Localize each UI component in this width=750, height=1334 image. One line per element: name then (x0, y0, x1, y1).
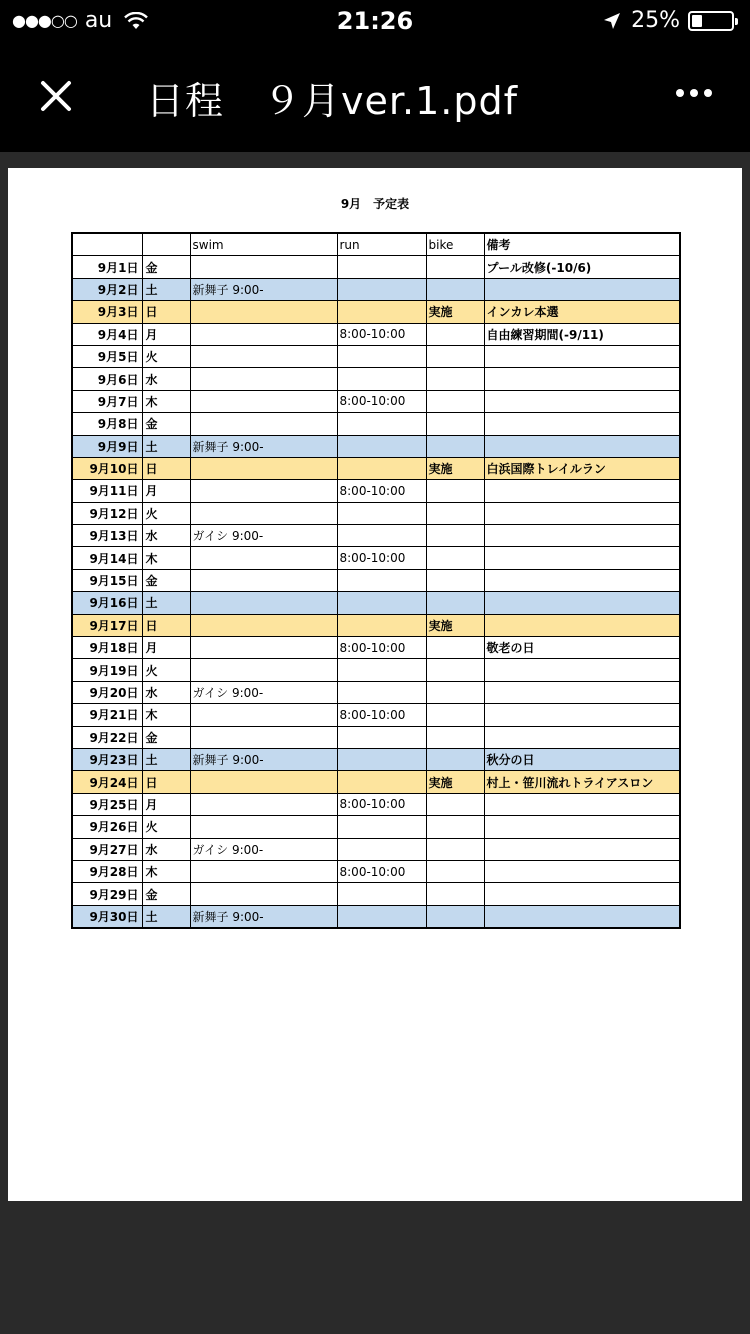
run-cell (337, 816, 426, 838)
run-cell (337, 368, 426, 390)
notes-cell (484, 726, 680, 748)
date-cell: 9月5日 (72, 345, 142, 367)
notes-cell (484, 390, 680, 412)
weekday-cell: 木 (142, 860, 190, 882)
date-cell: 9月29日 (72, 883, 142, 905)
date-cell: 9月22日 (72, 726, 142, 748)
table-row (72, 637, 680, 659)
run-cell: 8:00-10:00 (337, 547, 426, 569)
run-cell (337, 525, 426, 547)
date-cell: 9月13日 (72, 525, 142, 547)
weekday-cell: 火 (142, 502, 190, 524)
date-cell: 9月8日 (72, 413, 142, 435)
weekday-cell: 木 (142, 390, 190, 412)
swim-cell (190, 860, 337, 882)
swim-cell (190, 771, 337, 793)
header-cell-swim: swim (190, 233, 337, 256)
run-cell: 8:00-10:00 (337, 637, 426, 659)
run-cell (337, 883, 426, 905)
header-cell-bike: bike (426, 233, 484, 256)
run-cell (337, 614, 426, 636)
weekday-cell: 日 (142, 457, 190, 479)
schedule-title: 9月 予定表 (340, 197, 410, 211)
table-row (72, 771, 680, 793)
battery-icon (688, 11, 734, 31)
signal-strength-icon: ●●●○○ (12, 11, 77, 30)
table-row (72, 278, 680, 300)
more-dot-icon (690, 89, 698, 97)
swim-cell (190, 883, 337, 905)
weekday-cell: 月 (142, 323, 190, 345)
swim-cell: ガイシ 9:00- (190, 838, 337, 860)
notes-cell: 自由練習期間(-9/11) (484, 323, 680, 345)
notes-cell: 敬老の日 (484, 637, 680, 659)
bike-cell (426, 368, 484, 390)
bike-cell (426, 726, 484, 748)
table-row (72, 614, 680, 636)
date-cell: 9月17日 (72, 614, 142, 636)
notes-cell (484, 816, 680, 838)
date-cell: 9月30日 (72, 905, 142, 928)
weekday-cell: 土 (142, 435, 190, 457)
swim-cell (190, 614, 337, 636)
run-cell (337, 278, 426, 300)
weekday-cell: 金 (142, 256, 190, 278)
weekday-cell: 金 (142, 569, 190, 591)
notes-cell (484, 681, 680, 703)
swim-cell (190, 816, 337, 838)
bike-cell (426, 838, 484, 860)
run-cell (337, 726, 426, 748)
table-row (72, 704, 680, 726)
date-cell: 9月7日 (72, 390, 142, 412)
date-cell: 9月27日 (72, 838, 142, 860)
bike-cell (426, 569, 484, 591)
table-row (72, 860, 680, 882)
schedule-table (71, 232, 681, 929)
bike-cell: 実施 (426, 771, 484, 793)
run-cell (337, 659, 426, 681)
bike-cell (426, 345, 484, 367)
bike-cell (426, 681, 484, 703)
date-cell: 9月26日 (72, 816, 142, 838)
header-cell (72, 233, 142, 256)
swim-cell: 新舞子 9:00- (190, 905, 337, 928)
table-row (72, 681, 680, 703)
date-cell: 9月24日 (72, 771, 142, 793)
status-time: 21:26 (336, 7, 414, 35)
swim-cell (190, 323, 337, 345)
weekday-cell: 火 (142, 659, 190, 681)
bike-cell (426, 704, 484, 726)
swim-cell (190, 480, 337, 502)
run-cell (337, 457, 426, 479)
date-cell: 9月21日 (72, 704, 142, 726)
date-cell: 9月15日 (72, 569, 142, 591)
run-cell (337, 345, 426, 367)
notes-cell (484, 883, 680, 905)
carrier-name: au (84, 8, 113, 33)
swim-cell: 新舞子 9:00- (190, 435, 337, 457)
table-row (72, 659, 680, 681)
bike-cell (426, 256, 484, 278)
weekday-cell: 木 (142, 547, 190, 569)
table-row (72, 816, 680, 838)
weekday-cell: 土 (142, 905, 190, 928)
run-cell (337, 569, 426, 591)
bike-cell (426, 502, 484, 524)
run-cell (337, 681, 426, 703)
weekday-cell: 水 (142, 681, 190, 703)
bike-cell (426, 637, 484, 659)
weekday-cell: 水 (142, 525, 190, 547)
weekday-cell: 火 (142, 345, 190, 367)
table-row (72, 525, 680, 547)
run-cell (337, 256, 426, 278)
notes-cell (484, 435, 680, 457)
bike-cell (426, 659, 484, 681)
run-cell (337, 771, 426, 793)
swim-cell: 新舞子 9:00- (190, 278, 337, 300)
swim-cell (190, 592, 337, 614)
notes-cell (484, 480, 680, 502)
swim-cell (190, 301, 337, 323)
bike-cell (426, 480, 484, 502)
notes-cell (484, 838, 680, 860)
weekday-cell: 土 (142, 748, 190, 770)
bike-cell (426, 547, 484, 569)
date-cell: 9月19日 (72, 659, 142, 681)
table-row (72, 793, 680, 815)
swim-cell (190, 547, 337, 569)
run-cell (337, 905, 426, 928)
more-dot-icon (704, 89, 712, 97)
notes-cell: 村上・笹川流れトライアスロン (484, 771, 680, 793)
run-cell: 8:00-10:00 (337, 704, 426, 726)
swim-cell (190, 726, 337, 748)
date-cell: 9月14日 (72, 547, 142, 569)
weekday-cell: 月 (142, 793, 190, 815)
notes-cell (484, 592, 680, 614)
swim-cell (190, 502, 337, 524)
run-cell: 8:00-10:00 (337, 480, 426, 502)
run-cell (337, 592, 426, 614)
swim-cell: ガイシ 9:00- (190, 525, 337, 547)
run-cell: 8:00-10:00 (337, 793, 426, 815)
notes-cell (484, 569, 680, 591)
notes-cell (484, 345, 680, 367)
run-cell: 8:00-10:00 (337, 860, 426, 882)
date-cell: 9月11日 (72, 480, 142, 502)
notes-cell: プール改修(-10/6) (484, 256, 680, 278)
weekday-cell: 日 (142, 301, 190, 323)
weekday-cell: 月 (142, 480, 190, 502)
run-cell (337, 748, 426, 770)
notes-cell (484, 793, 680, 815)
notes-cell: 秋分の日 (484, 748, 680, 770)
bike-cell (426, 793, 484, 815)
table-row (72, 413, 680, 435)
bike-cell: 実施 (426, 301, 484, 323)
table-row (72, 256, 680, 278)
swim-cell (190, 457, 337, 479)
table-row (72, 435, 680, 457)
date-cell: 9月28日 (72, 860, 142, 882)
run-cell (337, 435, 426, 457)
table-row (72, 883, 680, 905)
weekday-cell: 水 (142, 838, 190, 860)
notes-cell (484, 278, 680, 300)
table-row (72, 905, 680, 928)
run-cell: 8:00-10:00 (337, 390, 426, 412)
date-cell: 9月25日 (72, 793, 142, 815)
notes-cell (484, 704, 680, 726)
swim-cell (190, 704, 337, 726)
document-title: 日程 ９月ver.1.pdf (146, 79, 518, 123)
table-row (72, 323, 680, 345)
bike-cell (426, 860, 484, 882)
table-row (72, 390, 680, 412)
table-row (72, 592, 680, 614)
bike-cell: 実施 (426, 457, 484, 479)
notes-cell (484, 860, 680, 882)
bike-cell (426, 816, 484, 838)
swim-cell (190, 637, 337, 659)
date-cell: 9月4日 (72, 323, 142, 345)
table-header-row (72, 233, 680, 256)
bike-cell (426, 905, 484, 928)
status-bar (0, 0, 750, 42)
notes-cell (484, 905, 680, 928)
bike-cell (426, 883, 484, 905)
swim-cell (190, 345, 337, 367)
more-dot-icon (676, 89, 684, 97)
weekday-cell: 金 (142, 726, 190, 748)
swim-cell: 新舞子 9:00- (190, 748, 337, 770)
date-cell: 9月12日 (72, 502, 142, 524)
viewer-toolbar (0, 42, 750, 152)
bike-cell (426, 323, 484, 345)
run-cell: 8:00-10:00 (337, 323, 426, 345)
bike-cell (426, 525, 484, 547)
battery-percent: 25% (631, 8, 680, 33)
table-row (72, 838, 680, 860)
table-row (72, 502, 680, 524)
more-options-button[interactable] (676, 78, 712, 108)
weekday-cell: 火 (142, 816, 190, 838)
notes-cell (484, 368, 680, 390)
notes-cell (484, 525, 680, 547)
close-button[interactable] (36, 76, 76, 116)
weekday-cell: 金 (142, 413, 190, 435)
bike-cell (426, 390, 484, 412)
notes-cell (484, 413, 680, 435)
swim-cell (190, 413, 337, 435)
weekday-cell: 土 (142, 592, 190, 614)
table-row (72, 748, 680, 770)
notes-cell: 白浜国際トレイルラン (484, 457, 680, 479)
weekday-cell: 木 (142, 704, 190, 726)
swim-cell (190, 659, 337, 681)
header-cell-notes: 備考 (484, 233, 680, 256)
header-cell-run: run (337, 233, 426, 256)
bike-cell (426, 278, 484, 300)
date-cell: 9月9日 (72, 435, 142, 457)
notes-cell (484, 614, 680, 636)
date-cell: 9月2日 (72, 278, 142, 300)
run-cell (337, 502, 426, 524)
run-cell (337, 413, 426, 435)
date-cell: 9月6日 (72, 368, 142, 390)
notes-cell: インカレ本選 (484, 301, 680, 323)
weekday-cell: 日 (142, 614, 190, 636)
weekday-cell: 日 (142, 771, 190, 793)
bike-cell (426, 592, 484, 614)
notes-cell (484, 659, 680, 681)
date-cell: 9月3日 (72, 301, 142, 323)
status-right (603, 8, 734, 33)
swim-cell (190, 793, 337, 815)
table-row (72, 569, 680, 591)
swim-cell (190, 368, 337, 390)
swim-cell: ガイシ 9:00- (190, 681, 337, 703)
table-row (72, 345, 680, 367)
date-cell: 9月1日 (72, 256, 142, 278)
location-arrow-icon (603, 12, 621, 30)
table-row (72, 726, 680, 748)
date-cell: 9月23日 (72, 748, 142, 770)
bike-cell: 実施 (426, 614, 484, 636)
weekday-cell: 金 (142, 883, 190, 905)
bike-cell (426, 413, 484, 435)
date-cell: 9月20日 (72, 681, 142, 703)
swim-cell (190, 390, 337, 412)
close-icon (36, 76, 76, 116)
date-cell: 9月18日 (72, 637, 142, 659)
table-row (72, 547, 680, 569)
bike-cell (426, 435, 484, 457)
table-row (72, 368, 680, 390)
run-cell (337, 838, 426, 860)
table-row (72, 480, 680, 502)
weekday-cell: 水 (142, 368, 190, 390)
date-cell: 9月10日 (72, 457, 142, 479)
header-cell (142, 233, 190, 256)
table-row (72, 301, 680, 323)
table-row (72, 457, 680, 479)
notes-cell (484, 502, 680, 524)
date-cell: 9月16日 (72, 592, 142, 614)
pdf-page[interactable] (8, 168, 742, 1201)
notes-cell (484, 547, 680, 569)
run-cell (337, 301, 426, 323)
swim-cell (190, 256, 337, 278)
weekday-cell: 土 (142, 278, 190, 300)
weekday-cell: 月 (142, 637, 190, 659)
bike-cell (426, 748, 484, 770)
swim-cell (190, 569, 337, 591)
